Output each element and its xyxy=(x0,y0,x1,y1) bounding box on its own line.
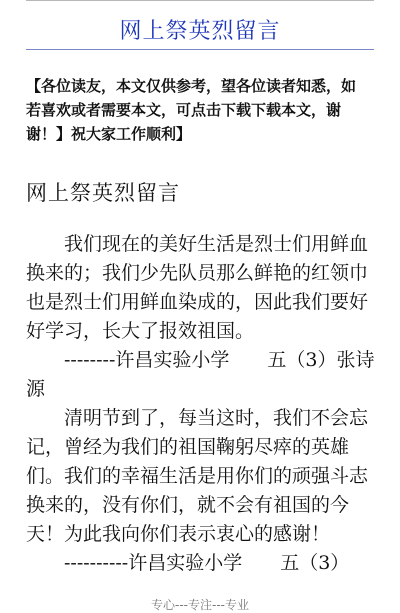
message-signature: ----------许昌实验小学 五（3） xyxy=(64,552,350,574)
message-content xyxy=(26,230,378,578)
message-paragraph: 我们现在的美好生活是烈士们用鲜血换来的；我们少先队员那么鲜艳的红领巾也是烈士们用鲜血染成的，因此我们要好好学习，长大了报效祖国。 xyxy=(26,233,369,342)
section-heading: 网上祭英烈留言 xyxy=(26,181,180,205)
wish-text: 祝大家工作顺利】 xyxy=(71,125,192,143)
top-rule xyxy=(26,0,374,1)
document-title: 网上祭英烈留言 xyxy=(119,19,281,44)
notice-block xyxy=(26,74,366,146)
title-divider xyxy=(26,49,374,50)
page-footer: 专心---专注---专业 xyxy=(151,598,249,612)
notice-text: 【各位读友，本文仅供参考，望各位读者知悉，如若喜欢或者需要本文，可点击下载下载本文，谢谢！】 xyxy=(26,77,357,143)
message-paragraph: 清明节到了，每当这时，我们不会忘记，曾经为我们的祖国鞠躬尽瘁的英雄们。我们的幸福生活是用你们的顽强斗志换来的，没有你们，就不会有祖国的今天！为此我向你们表示衷心的感谢！ xyxy=(26,407,369,545)
message-signature: --------许昌实验小学 五（3）张诗源 xyxy=(26,349,375,400)
